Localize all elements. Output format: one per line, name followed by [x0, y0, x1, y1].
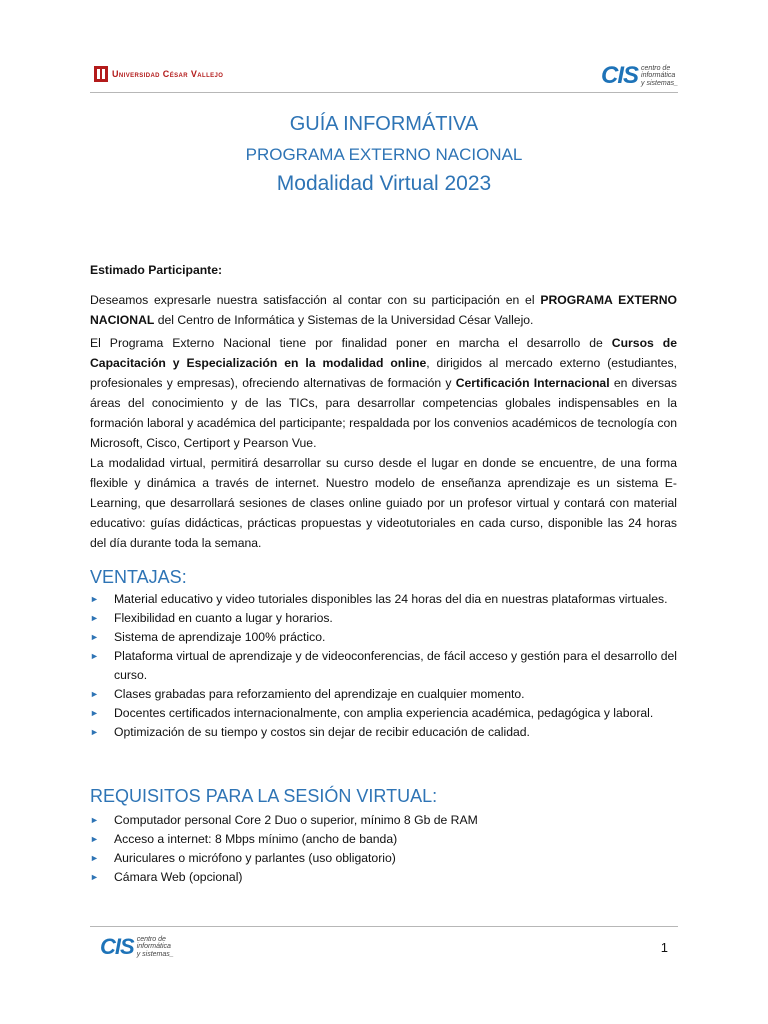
header-divider — [90, 92, 678, 93]
list-item: ► Computador personal Core 2 Duo o superior, mínimo 8 Gb de RAM — [90, 811, 677, 830]
footer-divider — [90, 926, 678, 927]
cis-mark: CIS — [601, 62, 639, 89]
bullet-arrow-icon: ► — [90, 834, 99, 844]
ucv-name: Universidad César Vallejo — [112, 69, 224, 79]
list-item: ► Plataforma virtual de aprendizaje y de videoconferencias, de fácil acceso y gestión para el desarrollo del curso. — [90, 649, 677, 682]
list-item: ► Flexibilidad en cuanto a lugar y horarios. — [90, 609, 677, 628]
footer-cis-mark: CIS — [100, 934, 134, 959]
greeting: Estimado Participante: — [90, 263, 223, 277]
requisitos-heading: REQUISITOS PARA LA SESIÓN VIRTUAL: — [90, 786, 438, 806]
paragraph-intro: Deseamos expresarle nuestra satisfacción al contar con su participación en el PROGRAMA EXTERNO NACIONAL del Centro de Informática y Sistemas de la Universidad César Vallejo. — [90, 293, 678, 327]
bullet-arrow-icon: ► — [90, 651, 99, 661]
footer-cis-subtitle: centro de informática y sistemas_ — [136, 935, 174, 958]
paragraph-program: El Programa Externo Nacional tiene por finalidad poner en marcha el desarrollo de Cursos de Capacitación y Especialización en la modalidad online, dirigidos al mercado externo (estudiantes, profesionales y empresas), ofreciendo alternativas de formación y Certificación Internacional en diversas áreas del conocimiento y de las TICs, para desarrollar competencias globales indispensables en la formación laboral y académica del participante; respaldada por los convenios académicos de tecnología con Microsoft, Cisco, Certiport y Pearson Vue. — [90, 336, 677, 450]
page-header — [90, 62, 678, 92]
ucv-logo — [94, 66, 223, 82]
ventajas-list — [90, 590, 677, 742]
bullet-arrow-icon: ► — [90, 815, 99, 825]
cis-logo — [601, 62, 678, 90]
list-item: ► Material educativo y video tutoriales disponibles las 24 horas del dia en nuestras plataformas virtuales. — [90, 590, 677, 609]
list-item: ► Clases grabadas para reforzamiento del aprendizaje en cualquier momento. — [90, 685, 677, 704]
bullet-arrow-icon: ► — [90, 594, 99, 604]
paragraph-modality: La modalidad virtual, permitirá desarrollar su curso desde el lugar en donde se encuentre, de una forma flexible y dinámica a través de internet. Nuestro modelo de enseñanza aprendizaje es un sistema E-Learning, que desarrollará sesiones de clases online guiado por un profesor virtual y contará con material educativo: guías didácticas, prácticas propuestas y videotutoriales en cada curso, disponible las 24 horas del día durante toda la semana. — [90, 456, 677, 550]
ventajas-heading: VENTAJAS: — [90, 567, 187, 587]
bullet-arrow-icon: ► — [90, 872, 99, 882]
bullet-arrow-icon: ► — [90, 689, 99, 699]
main-title: GUÍA INFORMÁTIVA — [289, 113, 479, 135]
list-item: ► Optimización de su tiempo y costos sin dejar de recibir educación de calidad. — [90, 723, 677, 742]
cis-subtitle: centro de informática y sistemas_ — [641, 64, 678, 87]
modality-title: Modalidad Virtual 2023 — [276, 172, 492, 195]
list-item: ► Acceso a internet: 8 Mbps mínimo (ancho de banda) — [90, 830, 677, 849]
bullet-arrow-icon: ► — [90, 708, 99, 718]
list-item: ► Cámara Web (opcional) — [90, 868, 677, 887]
bullet-arrow-icon: ► — [90, 727, 99, 737]
list-item: ► Sistema de aprendizaje 100% práctico. — [90, 628, 677, 647]
list-item: ► Auriculares o micrófono y parlantes (uso obligatorio) — [90, 849, 677, 868]
page-number: 1 — [660, 940, 668, 955]
bullet-arrow-icon: ► — [90, 853, 99, 863]
footer-cis-logo — [100, 934, 174, 960]
bullet-arrow-icon: ► — [90, 632, 99, 642]
bullet-arrow-icon: ► — [90, 613, 99, 623]
requisitos-list — [90, 811, 677, 887]
list-item: ► Docentes certificados internacionalmente, con amplia experiencia académica, pedagógica y laboral. — [90, 704, 677, 723]
ucv-shield-icon — [94, 66, 108, 82]
program-title: PROGRAMA EXTERNO NACIONAL — [245, 145, 523, 164]
